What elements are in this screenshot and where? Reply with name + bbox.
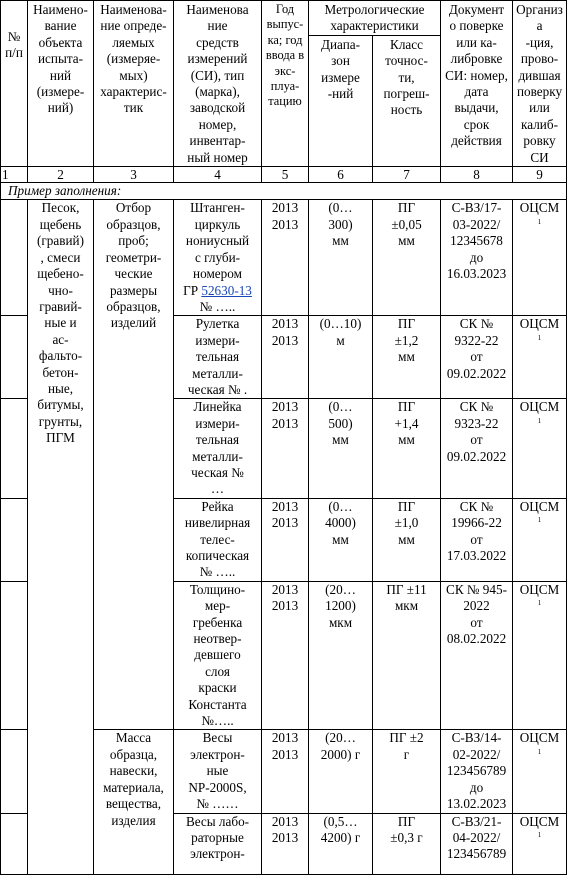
column-number: 9 bbox=[513, 167, 567, 183]
characteristic-cell: Масса образца, навески, материала, вещества, изделия bbox=[94, 730, 174, 874]
year-cell: 2013 2013 bbox=[262, 200, 309, 316]
year-cell: 2013 2013 bbox=[262, 316, 309, 399]
header-instrument: Наименова ние средств измерений (СИ), тип (марка), заводской номер, инвентар- ный номер bbox=[174, 1, 262, 167]
row-number-cell bbox=[1, 813, 28, 874]
organization-cell: ОЦСМ $^1$ bbox=[513, 200, 567, 316]
organization-cell: ОЦСМ $^1$ bbox=[513, 813, 567, 874]
range-cell: (0…10) м bbox=[309, 316, 373, 399]
column-number: 1 bbox=[1, 167, 28, 183]
accuracy-cell: ПГ ±1,0 мм bbox=[373, 498, 441, 581]
column-number: 3 bbox=[94, 167, 174, 183]
footnote-mark: 1 bbox=[537, 217, 542, 226]
range-cell: (0… 500) мм bbox=[309, 399, 373, 498]
instrument-cell: Весы лабо- раторные электрон- bbox=[174, 813, 262, 874]
document-cell: С-ВЗ/21- 04-2022/ 123456789 bbox=[441, 813, 513, 874]
object-name-cell: Песок, щебень (гравий) , смеси щебено- чно- гравий- ные и ас- фальто- бетон- ные, битумы, грунты, ПГМ bbox=[28, 200, 94, 874]
instrument-cell: Штанген- циркуль нониусный с глуби- номером ГР 52630-13 № ….. bbox=[174, 200, 262, 316]
range-cell: (20… 1200) мкм bbox=[309, 581, 373, 730]
organization-cell: ОЦСМ $^1$ bbox=[513, 498, 567, 581]
year-cell: 2013 2013 bbox=[262, 813, 309, 874]
header-range: Диапа- зон измере -ний bbox=[309, 35, 373, 166]
document-cell: СК № 9322-22 от 09.02.2022 bbox=[441, 316, 513, 399]
header-organization: Организа -ция, прово- дившая поверку или калиб- ровку СИ bbox=[513, 1, 567, 167]
characteristic-cell: Отбор образцов, проб; геометри- ческие размеры образцов, изделий bbox=[94, 200, 174, 730]
header-verification-document: Документ о поверке или ка- либровке СИ: номер, дата выдачи, срок действия bbox=[441, 1, 513, 167]
header-object-name: Наимено- вание объекта испыта- ний (измере- ний) bbox=[28, 1, 94, 167]
row-number-cell bbox=[1, 399, 28, 498]
registry-link[interactable]: 52630-13 bbox=[201, 282, 252, 298]
header-characteristics: Наименова- ние опреде- ляемых (измеряе- мых) характерис- тик bbox=[94, 1, 174, 167]
example-label: Пример заполнения: bbox=[1, 183, 567, 200]
year-cell: 2013 2013 bbox=[262, 730, 309, 813]
column-number: 8 bbox=[441, 167, 513, 183]
range-cell: (0… 4000) мм bbox=[309, 498, 373, 581]
column-number: 2 bbox=[28, 167, 94, 183]
row-number-cell bbox=[1, 730, 28, 813]
year-cell: 2013 2013 bbox=[262, 399, 309, 498]
header-number: № п/п bbox=[1, 1, 28, 167]
header-accuracy: Класс точнос- ти, погреш- ность bbox=[373, 35, 441, 166]
accuracy-cell: ПГ ±0,3 г bbox=[373, 813, 441, 874]
table-row bbox=[1, 200, 567, 316]
accuracy-cell: ПГ ±2 г bbox=[373, 730, 441, 813]
instrument-cell: Линейка измери- тельная металли- ческая № … bbox=[174, 399, 262, 498]
row-number-cell bbox=[1, 581, 28, 730]
year-cell: 2013 2013 bbox=[262, 498, 309, 581]
instrument-cell: Рейка нивелирная телес- копическая № ….. bbox=[174, 498, 262, 581]
document-cell: С-ВЗ/14- 02-2022/ 123456789 до 13.02.2023 bbox=[441, 730, 513, 813]
organization-cell: ОЦСМ $^1$ bbox=[513, 316, 567, 399]
organization-cell: ОЦСМ $^1$ bbox=[513, 399, 567, 498]
footnote-mark: 1 bbox=[537, 747, 542, 756]
header-metrology: Метрологические характеристики bbox=[309, 1, 441, 36]
accuracy-cell: ПГ ±0,05 мм bbox=[373, 200, 441, 316]
column-number: 6 bbox=[309, 167, 373, 183]
document-cell: С-ВЗ/17- 03-2022/ 12345678 до 16.03.2023 bbox=[441, 200, 513, 316]
row-number-cell bbox=[1, 498, 28, 581]
organization-cell: ОЦСМ $^1$ bbox=[513, 581, 567, 730]
footnote-mark: 1 bbox=[537, 599, 542, 608]
document-cell: СК № 9323-22 от 09.02.2022 bbox=[441, 399, 513, 498]
footnote-mark: 1 bbox=[537, 416, 542, 425]
column-number: 4 bbox=[174, 167, 262, 183]
document-cell: СК № 945- 2022 от 08.02.2022 bbox=[441, 581, 513, 730]
footnote-mark: 1 bbox=[537, 830, 542, 839]
footnote-mark: 1 bbox=[537, 516, 542, 525]
year-cell: 2013 2013 bbox=[262, 581, 309, 730]
range-cell: (0,5… 4200) г bbox=[309, 813, 373, 874]
header-year: Год выпус- ка; год ввода в экс- плуа- тацию bbox=[262, 1, 309, 167]
footnote-mark: 1 bbox=[537, 333, 542, 342]
column-number: 7 bbox=[373, 167, 441, 183]
instrument-cell: Толщино- мер- гребенка неотвер- девшего слоя краски Константа №….. bbox=[174, 581, 262, 730]
document-cell: СК № 19966-22 от 17.03.2022 bbox=[441, 498, 513, 581]
accuracy-cell: ПГ ±11 мкм bbox=[373, 581, 441, 730]
accuracy-cell: ПГ ±1,2 мм bbox=[373, 316, 441, 399]
row-number-cell bbox=[1, 316, 28, 399]
organization-cell: ОЦСМ $^1$ bbox=[513, 730, 567, 813]
range-cell: (0… 300) мм bbox=[309, 200, 373, 316]
instrument-cell: Весы электрон- ные NP-2000S, № …… bbox=[174, 730, 262, 813]
column-number: 5 bbox=[262, 167, 309, 183]
row-number-cell bbox=[1, 200, 28, 316]
instrument-cell: Рулетка измери- тельная металли- ческая № . bbox=[174, 316, 262, 399]
accuracy-cell: ПГ +1,4 мм bbox=[373, 399, 441, 498]
range-cell: (20… 2000) г bbox=[309, 730, 373, 813]
